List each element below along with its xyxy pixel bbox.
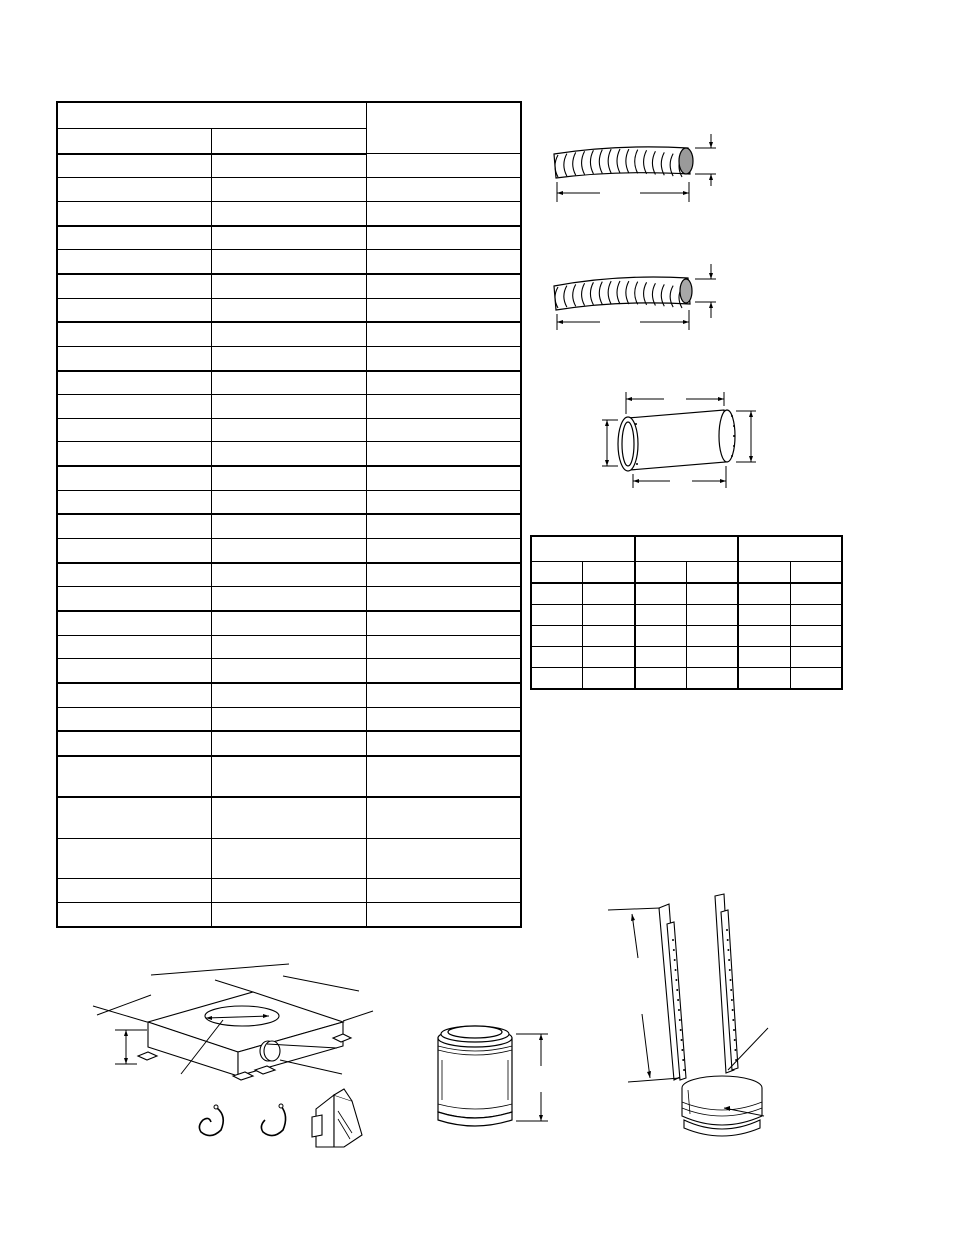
parts-cell-a [57,839,212,879]
parts-table-row [57,635,521,659]
dimension-table-row [531,647,842,668]
parts-cell-description [366,635,521,659]
dimension-cell [790,626,842,647]
parts-cell-description [366,797,521,838]
dimension-cell [790,605,842,626]
dimension-subheader [635,562,687,584]
parts-cell-a [57,490,212,514]
parts-table-row [57,587,521,611]
dimension-cell [738,583,790,605]
dimension-cell [790,583,842,605]
dimension-cell [686,583,738,605]
flex-hose-diagram-2 [548,260,728,340]
flex-hose-diagram-1 [548,130,728,210]
parts-cell-a [57,539,212,563]
parts-table-row [57,346,521,370]
parts-cell-description [366,903,521,927]
parts-cell-b [212,298,367,322]
parts-cell-b [212,611,367,635]
parts-header-col-b [212,128,367,153]
dimension-table-row [531,583,842,605]
dimension-table-row [531,668,842,690]
parts-cell-description [366,756,521,798]
dimension-subheader [738,562,790,584]
parts-cell-a [57,611,212,635]
parts-cell-description [366,539,521,563]
parts-cell-b [212,731,367,756]
parts-cell-a [57,563,212,587]
parts-cell-b [212,274,367,298]
parts-header-group [57,102,366,128]
parts-cell-a [57,346,212,370]
parts-cell-b [212,490,367,514]
parts-cell-a [57,756,212,798]
parts-cell-a [57,659,212,683]
dimension-cell [738,647,790,668]
parts-cell-description [366,611,521,635]
dimension-cell [583,605,635,626]
parts-table-row [57,683,521,707]
parts-cell-description [366,395,521,419]
parts-cell-a [57,298,212,322]
dimension-subheader [531,562,583,584]
parts-table-row [57,756,521,798]
parts-table [56,101,522,928]
parts-cell-description [366,418,521,442]
parts-cell-description [366,250,521,274]
hook-clip-icon [255,1102,295,1142]
parts-cell-b [212,201,367,225]
dimension-cell [531,605,583,626]
dimension-cell [790,668,842,690]
dimension-cell [738,605,790,626]
hook-clip-icon [193,1102,233,1142]
dimension-cell [583,647,635,668]
parts-cell-a [57,731,212,756]
dimension-cell [686,668,738,690]
parts-cell-b [212,418,367,442]
parts-table-row [57,563,521,587]
parts-cell-a [57,797,212,838]
parts-table-row [57,514,521,538]
parts-cell-description [366,839,521,879]
parts-cell-b [212,683,367,707]
parts-header-col-a [57,128,212,153]
parts-cell-a [57,371,212,395]
parts-cell-description [366,466,521,490]
parts-cell-b [212,539,367,563]
parts-table-row [57,903,521,927]
parts-cell-a [57,587,212,611]
parts-cell-b [212,226,367,250]
parts-cell-description [366,879,521,903]
parts-table-row [57,731,521,756]
parts-cell-b [212,371,367,395]
dimension-cell [686,626,738,647]
dimension-subheader [583,562,635,584]
parts-table-row [57,839,521,879]
parts-cell-description [366,322,521,346]
pipe-adapter-diagram [430,1020,554,1132]
parts-cell-a [57,683,212,707]
dimension-group-2 [635,536,739,562]
parts-cell-a [57,442,212,466]
parts-cell-a [57,154,212,178]
parts-table-row [57,154,521,178]
parts-table-row [57,201,521,225]
parts-cell-b [212,903,367,927]
parts-cell-b [212,587,367,611]
dimension-cell [635,668,687,690]
dimension-table [530,535,843,690]
parts-cell-description [366,707,521,731]
dimension-group-3 [738,536,842,562]
dimension-group-row [531,536,842,562]
parts-cell-b [212,756,367,798]
parts-table-row [57,797,521,838]
pipe-section-diagram [598,390,758,490]
parts-cell-description [366,563,521,587]
parts-cell-a [57,466,212,490]
parts-cell-a [57,395,212,419]
parts-table-row [57,250,521,274]
parts-cell-a [57,226,212,250]
dimension-cell [531,583,583,605]
parts-cell-description [366,154,521,178]
parts-cell-b [212,797,367,838]
parts-cell-description [366,346,521,370]
parts-cell-a [57,635,212,659]
parts-cell-b [212,839,367,879]
parts-table-row [57,178,521,202]
vent-cap-diagram [308,1085,368,1155]
parts-table-row [57,371,521,395]
parts-cell-b [212,442,367,466]
parts-cell-a [57,903,212,927]
parts-table-row [57,395,521,419]
dimension-cell [531,626,583,647]
dimension-cell [583,583,635,605]
parts-table-row [57,226,521,250]
dimension-cell [738,668,790,690]
support-bracket-diagram [600,890,790,1140]
parts-header-description [366,102,521,154]
dimension-subheader [686,562,738,584]
parts-table-row [57,466,521,490]
parts-cell-a [57,514,212,538]
dimension-cell [531,668,583,690]
parts-cell-description [366,201,521,225]
dimension-cell [583,626,635,647]
parts-table-row [57,707,521,731]
parts-table-row [57,274,521,298]
parts-cell-a [57,201,212,225]
parts-cell-description [366,274,521,298]
parts-table-row [57,879,521,903]
dimension-cell [635,626,687,647]
parts-cell-a [57,879,212,903]
parts-cell-b [212,635,367,659]
plenum-box-diagram [75,960,375,1085]
dimension-subheader-row [531,562,842,584]
parts-table-row [57,659,521,683]
parts-cell-a [57,250,212,274]
dimension-cell [635,583,687,605]
parts-cell-a [57,274,212,298]
parts-table-row [57,418,521,442]
parts-cell-description [366,731,521,756]
parts-cell-description [366,490,521,514]
dimension-table-row [531,626,842,647]
parts-cell-description [366,298,521,322]
parts-cell-b [212,322,367,346]
parts-cell-b [212,659,367,683]
parts-cell-a [57,418,212,442]
parts-cell-b [212,563,367,587]
parts-cell-description [366,683,521,707]
parts-table-row [57,322,521,346]
parts-cell-description [366,178,521,202]
dimension-subheader [790,562,842,584]
parts-cell-b [212,395,367,419]
dimension-cell [790,647,842,668]
dimension-cell [635,647,687,668]
parts-cell-description [366,371,521,395]
dimension-group-1 [531,536,635,562]
parts-table-row [57,298,521,322]
parts-cell-b [212,879,367,903]
parts-cell-description [366,587,521,611]
dimension-cell [635,605,687,626]
parts-cell-description [366,226,521,250]
parts-cell-b [212,707,367,731]
parts-table-row [57,611,521,635]
parts-cell-a [57,707,212,731]
parts-cell-b [212,346,367,370]
parts-cell-description [366,659,521,683]
parts-cell-b [212,514,367,538]
dimension-table-row [531,605,842,626]
parts-cell-b [212,466,367,490]
parts-cell-a [57,178,212,202]
parts-cell-description [366,514,521,538]
dimension-cell [738,626,790,647]
parts-header-row [57,102,521,128]
parts-table-row [57,490,521,514]
parts-cell-description [366,442,521,466]
parts-cell-a [57,322,212,346]
parts-table-row [57,539,521,563]
dimension-cell [686,647,738,668]
dimension-cell [686,605,738,626]
dimension-cell [531,647,583,668]
parts-cell-b [212,250,367,274]
parts-table-row [57,442,521,466]
parts-cell-b [212,154,367,178]
parts-cell-b [212,178,367,202]
dimension-cell [583,668,635,690]
